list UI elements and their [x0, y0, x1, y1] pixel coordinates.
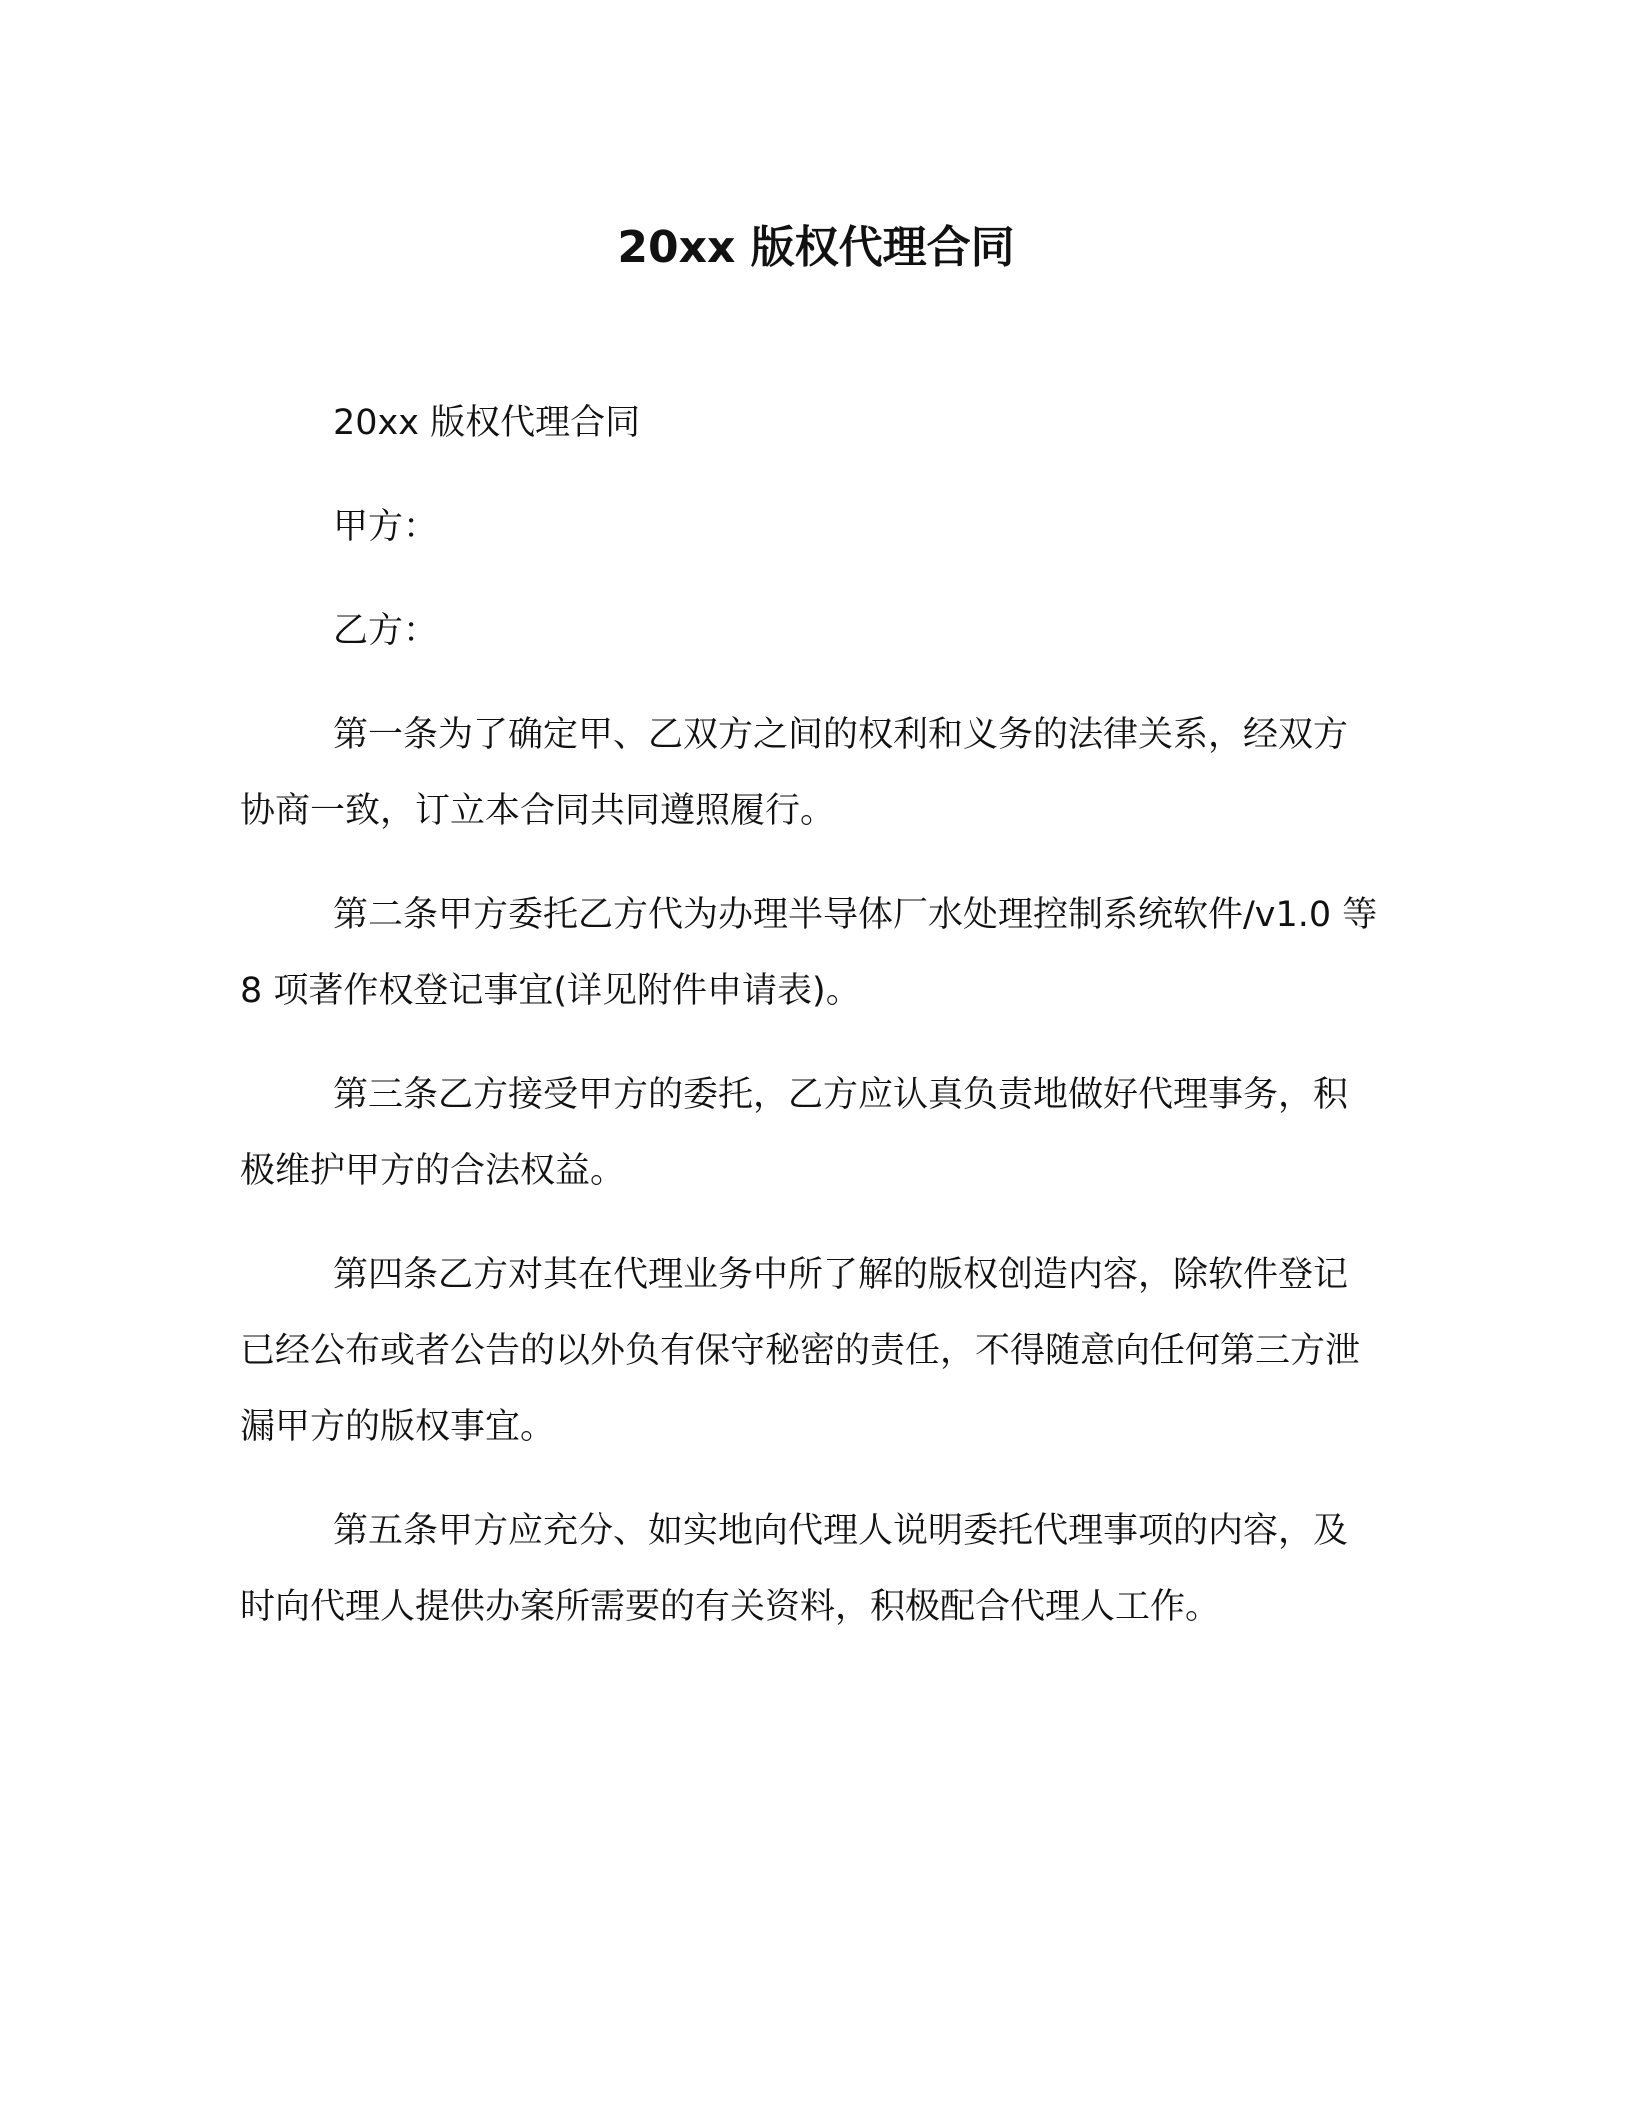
article-5: 第五条甲方应充分、如实地向代理人说明委托代理事项的内容，及时向代理人提供办案所需要的有关资料，积极配合代理人工作。 — [240, 1511, 1349, 1627]
party-a-line: 甲方： — [333, 507, 439, 547]
article-3: 第三条乙方接受甲方的委托，乙方应认真负责地做好代理事务，积极维护甲方的合法权益。 — [240, 1075, 1349, 1191]
article-4: 第四条乙方对其在代理业务中所了解的版权创造内容，除软件登记已经公布或者公告的以外负有保守秘密的责任，不得随意向任何第三方泄漏甲方的版权事宜。 — [240, 1255, 1361, 1447]
article-2: 第二条甲方委托乙方代为办理半导体厂水处理控制系统软件/v1.0 等 8 项著作权登记事宜(详见附件申请表)。 — [240, 895, 1378, 1011]
document-body — [240, 385, 1380, 1673]
party-b-line: 乙方： — [333, 611, 439, 651]
subtitle-paragraph: 20xx 版权代理合同 — [333, 403, 641, 443]
article-1: 第一条为了确定甲、乙双方之间的权利和义务的法律关系，经双方协商一致，订立本合同共同遵照履行。 — [240, 715, 1349, 831]
document-title: 20xx 版权代理合同 — [617, 222, 1015, 273]
